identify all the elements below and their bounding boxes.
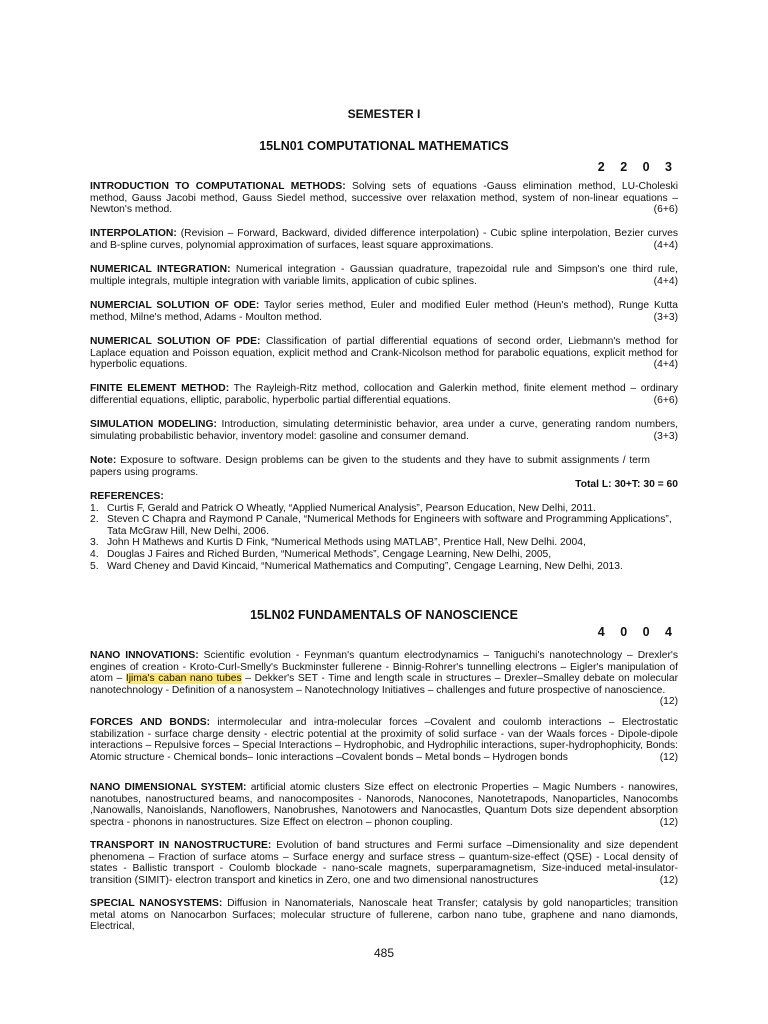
unit-body-continued: – Dekker's SET - Time and length scale in structures – Drexler–Smalley debate on molecular nanotechnology - Definition of a nanosystem – Nanotechnology Initiatives – challenges and future prospective of nanoscience. xyxy=(90,673,678,696)
course1-unit-integration xyxy=(90,264,678,287)
unit-hours: (12) xyxy=(659,696,678,708)
unit-body: Numerical integration - Gaussian quadrature, trapezoidal rule and Simpson's one third rule, multiple integrals, multiple integration with variable limits, application of cubic splines. xyxy=(90,264,678,287)
unit-heading: NUMERICAL INTEGRATION: xyxy=(90,264,231,275)
course2-unit-nano-innovations xyxy=(90,650,678,708)
course2-credits: 4 0 0 4 xyxy=(597,625,678,639)
unit-body: Diffusion in Nanomaterials, Nanoscale heat Transfer; catalysis by gold nanoparticles; transition metal atoms on Nanocarbon Surfaces; molecular structure of fullerene, carbon nano tube, graphene and nano diamonds, Electrical, xyxy=(90,898,678,933)
course1-credits: 2 2 0 3 xyxy=(597,160,678,174)
unit-body: Scientific evolution - Feynman's quantum electrodynamics – Taniguchi's nanotechnology – Drexler's engines of creation - Kroto-Curl-Smelly's Buckminster fullerene - Binnig-Rohrer's tunnelling electrons – Eigler's manipulation of atom – xyxy=(90,650,679,685)
highlighted-text: Ijima's caban nano tubes xyxy=(125,673,242,685)
unit-hours: (6+6) xyxy=(653,394,678,406)
reference-text: John H Mathews and Kurtis D Fink, “Numerical Methods using MATLAB”, Prentice Hall, New Delhi. 2004, xyxy=(107,537,586,549)
unit-heading: TRANSPORT IN NANOSTRUCTURE: xyxy=(90,840,272,851)
unit-body: artificial atomic clusters Size effect on electronic Properties – Magic Numbers - nanowires, nanotubes, nanostructured beams, and nanocomposites - Nanorods, Nanocones, Nanotetrapods, Nanoparticles, Nanocombs ,Nanowalls, Nanoislands, Nanoflowers, Nanobrushes, Nanotowers and Nanocastles, Quantum Dots size dependent absorption spectra - phonons in nanostructures. Size Effect on electron – phonon coupling. xyxy=(90,782,678,828)
course1-unit-fem xyxy=(90,383,678,406)
course1-title: 15LN01 COMPUTATIONAL MATHEMATICS xyxy=(259,139,509,153)
reference-item xyxy=(90,514,678,537)
course1-references xyxy=(90,491,678,572)
course2-unit-forces xyxy=(90,717,678,763)
course1-unit-pde xyxy=(90,336,678,371)
semester-heading: SEMESTER I xyxy=(347,107,421,121)
unit-body: Introduction, simulating deterministic behavior, area under a curve, generating random numbers, simulating probabilistic behavior, inventory model: gasoline and consumer demand. xyxy=(90,419,679,442)
reference-number: 5. xyxy=(90,560,99,572)
unit-hours: (12) xyxy=(659,874,678,886)
course1-note xyxy=(90,455,650,478)
course1-unit-simulation xyxy=(90,419,678,442)
note-body: Exposure to software. Design problems can be given to the students and they have to submit assignments / term papers using programs. xyxy=(90,455,650,478)
reference-text: Steven C Chapra and Raymond P Canale, “Numerical Methods for Engineers with software and Programming Applications”, Tata McGraw Hill, New Delhi, 2006. xyxy=(107,514,672,537)
unit-heading: INTRODUCTION TO COMPUTATIONAL METHODS: xyxy=(90,181,346,192)
reference-text: Ward Cheney and David Kincaid, “Numerical Mathematics and Computing”, Cengage Learning, New Delhi, 2013. xyxy=(107,560,623,572)
course2-title: 15LN02 FUNDAMENTALS OF NANOSCIENCE xyxy=(250,608,518,622)
unit-body: Classification of partial differential equations of second order, Liebmann's method for Laplace equation and Poisson equation, explicit method and Crank-Nicolson method for parabolic equations, explicit method for hyperbolic equations. xyxy=(90,336,678,371)
unit-body: intermolecular and intra-molecular forces –Covalent and coulomb interactions – Electrostatic stabilization - surface charge density - electric potential at the proximity of solid surface - van der Waals forces - Dipole-dipole interactions – Repulsive forces – Special Interactions – Hydrophobic, and Hydrophilic interactions, super-hydrophophicity, Bonds: Atomic structure - Chemical bonds– Ionic interactions –Covalent bonds – Metal bonds – Hydrogen bonds xyxy=(90,717,678,763)
unit-body: Solving sets of equations -Gauss elimination method, LU-Choleski method, Gauss Jacobi method, Gauss Siedel method, successive over relaxation method, system of non-linear equations – Newton's method. xyxy=(90,181,678,216)
unit-heading: FORCES AND BONDS: xyxy=(90,717,211,728)
course2-unit-transport xyxy=(90,840,678,886)
unit-hours: (4+4) xyxy=(653,359,678,371)
unit-heading: NUMERICAL SOLUTION OF PDE: xyxy=(90,336,261,347)
references-heading: REFERENCES: xyxy=(90,491,164,502)
reference-item xyxy=(90,549,678,561)
course2-unit-nano-dimensional xyxy=(90,782,678,828)
unit-hours: (12) xyxy=(659,751,678,763)
unit-hours: (3+3) xyxy=(653,430,678,442)
unit-heading: NUMERCIAL SOLUTION OF ODE: xyxy=(90,300,260,311)
unit-heading: FINITE ELEMENT METHOD: xyxy=(90,383,230,394)
unit-heading: SIMULATION MODELING: xyxy=(90,419,217,430)
unit-heading: SPECIAL NANOSYSTEMS: xyxy=(90,898,223,909)
unit-body: (Revision – Forward, Backward, divided difference interpolation) - Cubic spline interpolation, Bezier curves and B-spline curves, polynomial approximation of surfaces, least square approximations. xyxy=(90,228,678,251)
unit-hours: (6+6) xyxy=(653,204,678,216)
unit-heading: NANO INNOVATIONS: xyxy=(90,650,199,661)
unit-body: Evolution of band structures and Fermi surface –Dimensionality and size dependent phenomena – Fraction of surface atoms – Surface energy and surface stress – quantum-size-effect (QSE) - Local density of states - Ballistic transport - Coulomb blockade - nano-scale magnets, superparamagnetism, Size-induced metal-insulator-transition (SIMIT)- electron transport and kinetics in Zero, one and two dimensional nanostructures xyxy=(90,840,678,886)
reference-item xyxy=(90,503,678,515)
reference-text: Douglas J Faires and Riched Burden, “Numerical Methods”, Cengage Learning, New Delhi, 2005, xyxy=(107,548,552,560)
course1-unit-intro xyxy=(90,181,678,216)
course1-unit-interpolation xyxy=(90,228,678,251)
unit-body: Taylor series method, Euler and modified Euler method (Heun's method), Runge Kutta method, Milne's method, Adams - Moulton method. xyxy=(90,300,679,323)
unit-hours: (12) xyxy=(659,816,678,828)
unit-body: The Rayleigh-Ritz method, collocation and Galerkin method, finite element method – ordinary differential equations, elliptic, parabolic, hyperbolic partial differential equations. xyxy=(90,383,678,406)
page-number: 485 xyxy=(373,946,395,960)
reference-number: 3. xyxy=(90,537,99,549)
course1-total-hours: Total L: 30+T: 30 = 60 xyxy=(575,479,678,490)
reference-text: Curtis F, Gerald and Patrick O Wheatly, “Applied Numerical Analysis”, Pearson Education, New Delhi, 2011. xyxy=(107,502,596,514)
reference-item xyxy=(90,561,678,573)
note-heading: Note: xyxy=(90,455,117,466)
reference-item xyxy=(90,537,678,549)
reference-number: 1. xyxy=(90,502,99,514)
unit-heading: NANO DIMENSIONAL SYSTEM: xyxy=(90,782,247,793)
course2-unit-special xyxy=(90,898,678,933)
reference-number: 4. xyxy=(90,548,99,560)
course1-unit-ode xyxy=(90,300,678,323)
unit-hours: (4+4) xyxy=(653,239,678,251)
reference-number: 2. xyxy=(90,514,99,526)
unit-heading: INTERPOLATION: xyxy=(90,228,177,239)
unit-hours: (3+3) xyxy=(653,311,678,323)
unit-hours: (4+4) xyxy=(653,275,678,287)
